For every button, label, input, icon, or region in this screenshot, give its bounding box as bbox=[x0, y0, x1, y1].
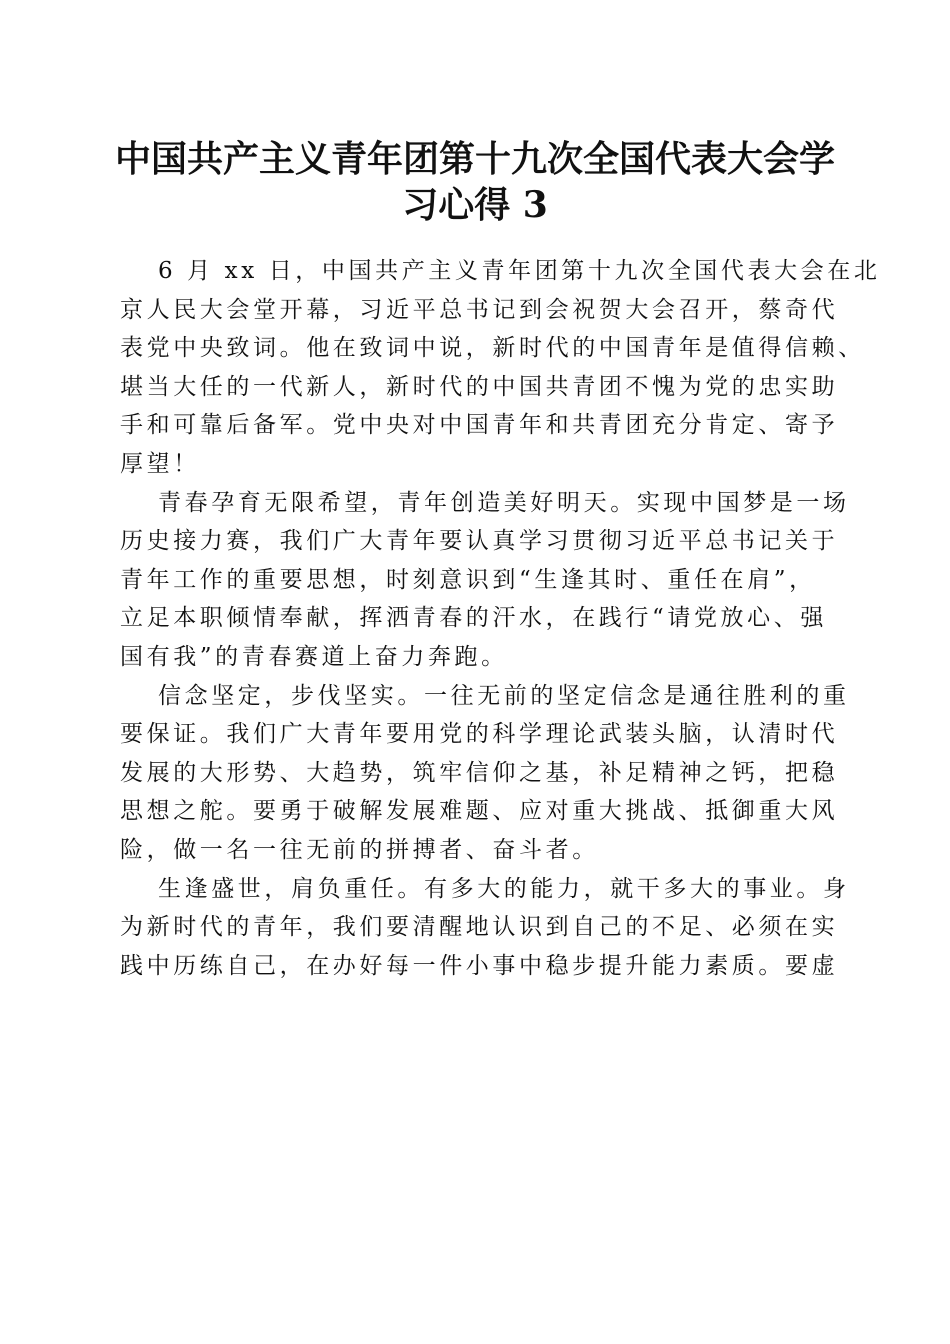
text-line: 厚望！ bbox=[120, 450, 200, 477]
text-line: 思想之舵。要勇于破解发展难题、应对重大挑战、抵御重大风 bbox=[120, 798, 839, 825]
text-line: 6 月 xx 日，中国共产主义青年团第十九次全国代表大会在北 bbox=[158, 258, 881, 284]
text-line: 践中历练自己，在办好每一件小事中稳步提升能力素质。要虚 bbox=[120, 952, 839, 979]
document-body bbox=[120, 252, 881, 985]
text-line: 历史接力赛，我们广大青年要认真学习贯彻习近平总书记关于 bbox=[120, 528, 839, 555]
text-line: 立足本职倾情奉献，挥洒青春的汗水，在践行“请党放心、强 bbox=[120, 605, 827, 632]
document-title bbox=[100, 136, 850, 228]
text-line: 发展的大形势、大趋势，筑牢信仰之基，补足精神之钙，把稳 bbox=[120, 759, 839, 786]
text-line: 堪当大任的一代新人，新时代的中国共青团不愧为党的忠实助 bbox=[120, 373, 839, 400]
paragraph-4 bbox=[120, 870, 850, 986]
paragraph-2 bbox=[120, 484, 850, 677]
title-line: 中国共产主义青年团第十九次全国代表大会学 bbox=[114, 138, 835, 180]
paragraph-3 bbox=[120, 677, 850, 870]
text-line: 要保证。我们广大青年要用党的科学理论武装头脑，认清时代 bbox=[120, 721, 839, 748]
text-line: 青春孕育无限希望，青年创造美好明天。实现中国梦是一场 bbox=[158, 489, 850, 516]
text-line: 青年工作的重要思想，时刻意识到“生逢其时、重任在肩”， bbox=[120, 566, 816, 593]
text-line: 为新时代的青年，我们要清醒地认识到自己的不足、必须在实 bbox=[120, 914, 839, 941]
text-line: 险，做一名一往无前的拼搏者、奋斗者。 bbox=[120, 836, 599, 863]
text-line: 生逢盛世，肩负重任。有多大的能力，就干多大的事业。身 bbox=[158, 875, 850, 902]
title-line: 习心得 3 bbox=[402, 184, 548, 226]
text-line: 国有我”的青春赛道上奋力奔跑。 bbox=[120, 643, 508, 670]
text-line: 京人民大会堂开幕，习近平总书记到会祝贺大会召开，蔡奇代 bbox=[120, 296, 839, 323]
paragraph-1 bbox=[120, 252, 881, 484]
text-line: 手和可靠后备军。党中央对中国青年和共青团充分肯定、寄予 bbox=[120, 412, 839, 439]
text-line: 信念坚定，步伐坚实。一往无前的坚定信念是通往胜利的重 bbox=[158, 682, 850, 709]
text-line: 表党中央致词。他在致词中说，新时代的中国青年是值得信赖、 bbox=[120, 335, 865, 362]
